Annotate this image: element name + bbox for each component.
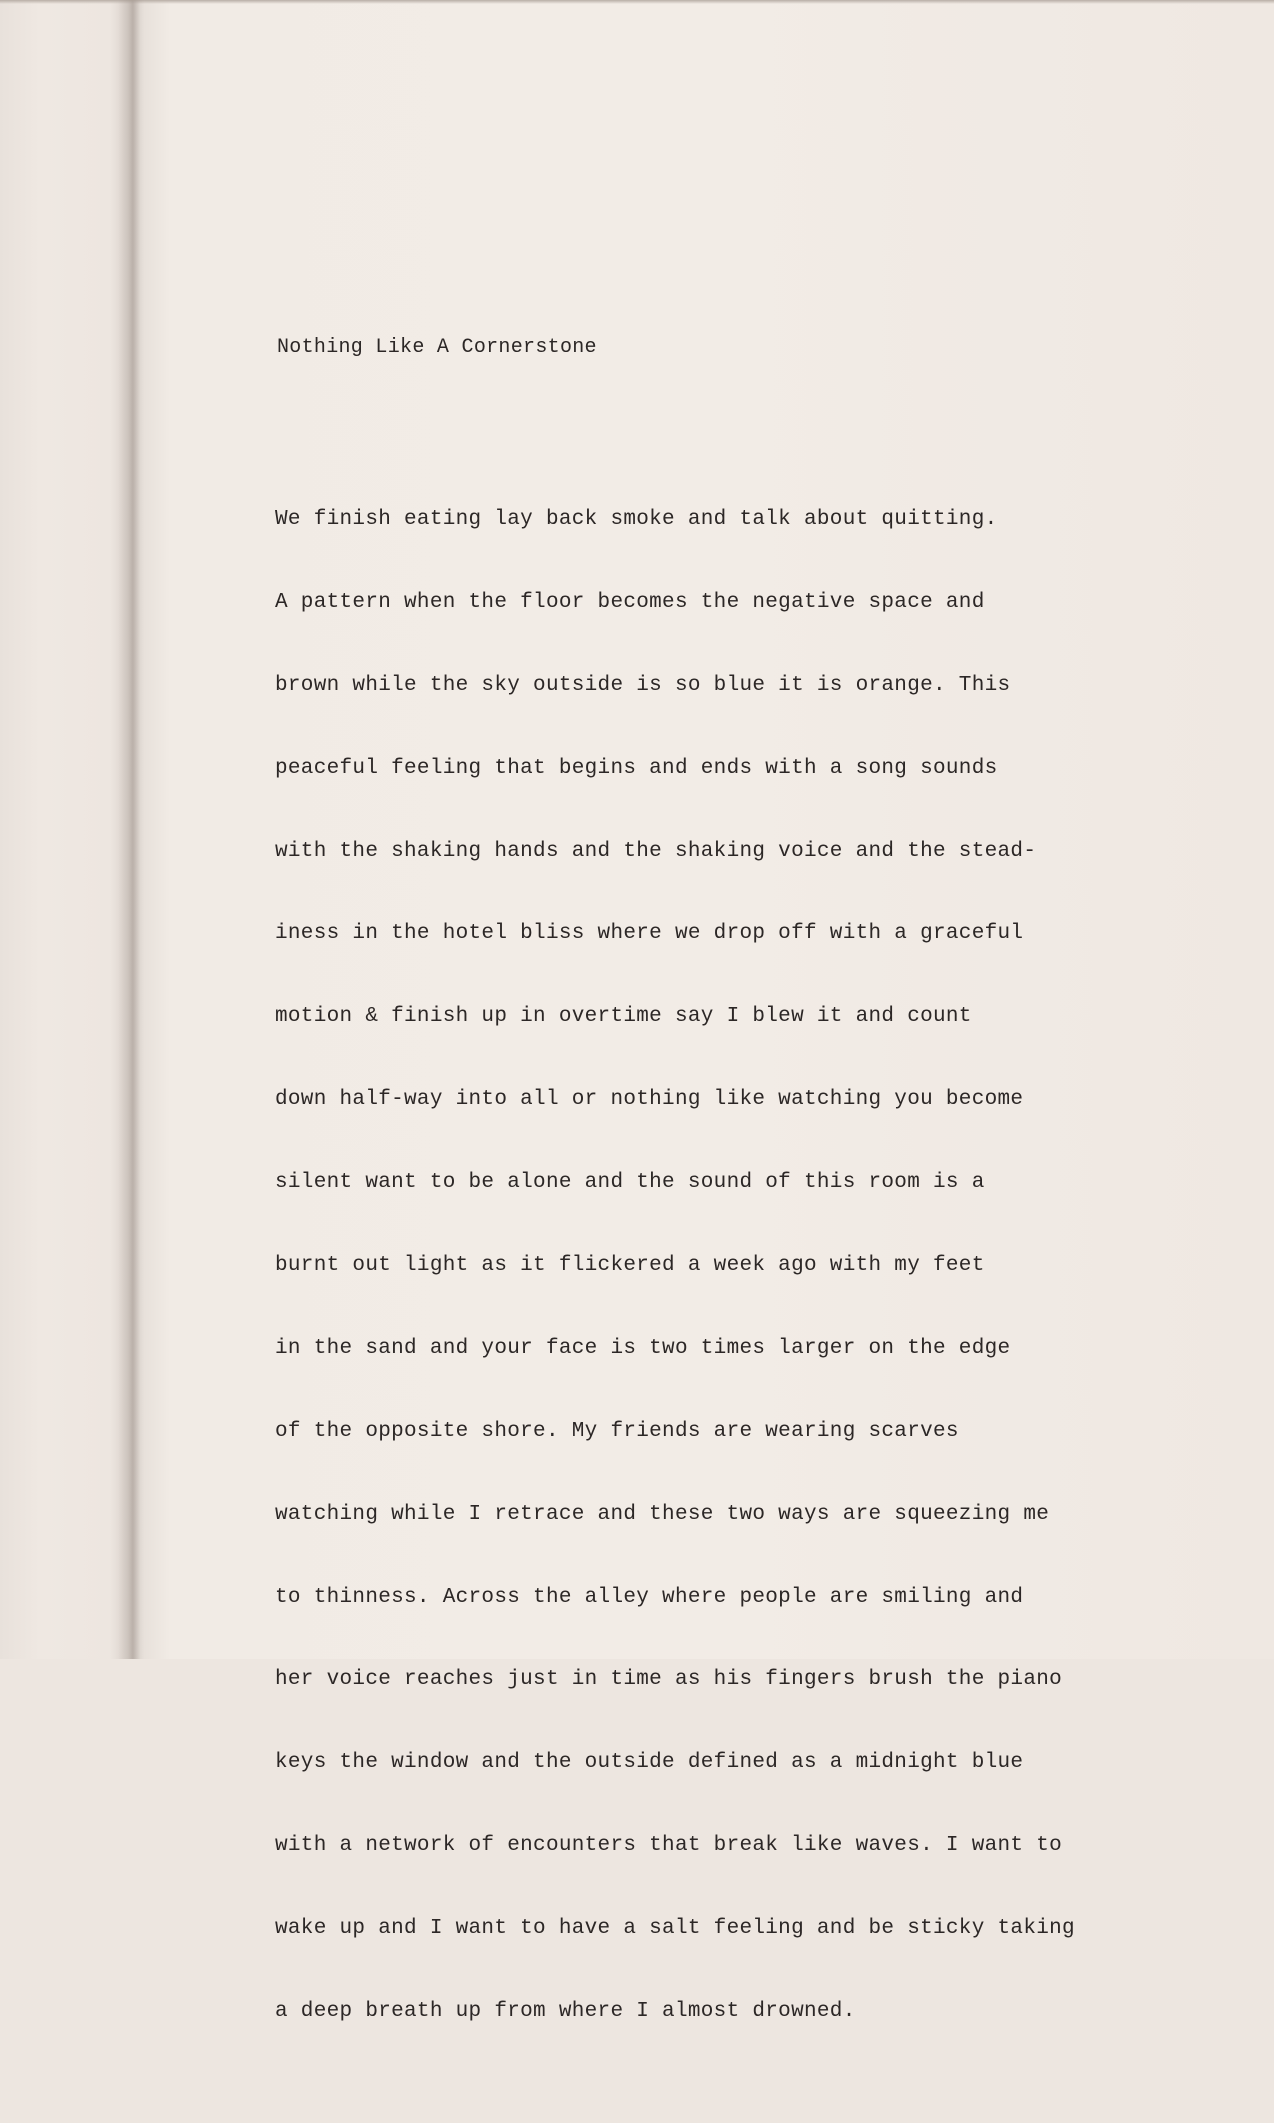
poem-line: We finish eating lay back smoke and talk about quitting. — [275, 508, 998, 531]
poem-line: A pattern when the floor becomes the negative space and — [275, 590, 985, 614]
poem-line: down half-way into all or nothing like watching you become — [275, 1088, 1024, 1112]
poem-line: of the opposite shore. My friends are wearing scarves — [275, 1419, 959, 1443]
poem-line: to thinness. Across the alley where people are smiling and — [275, 1585, 1024, 1609]
poem-line: a deep breath up from where I almost drowned. — [275, 2000, 856, 2024]
poem-line: with the shaking hands and the shaking voice and the stead- — [275, 839, 1037, 863]
poem-line: peaceful feeling that begins and ends with a song sounds — [275, 756, 998, 780]
poem-line: iness in the hotel bliss where we drop off with a graceful — [275, 922, 1024, 946]
poem-line: burnt out light as it flickered a week ago with my feet — [275, 1254, 985, 1278]
poem-body — [275, 456, 1075, 2077]
poem-line: wake up and I want to have a salt feeling and be sticky taking — [275, 1917, 1075, 1941]
poem-line: with a network of encounters that break like waves. I want to — [275, 1834, 1063, 1858]
poem-line: her voice reaches just in time as his fingers brush the piano — [275, 1668, 1063, 1692]
poem-line: silent want to be alone and the sound of this room is a — [275, 1171, 985, 1195]
poem-line: brown while the sky outside is so blue it is orange. This — [275, 673, 1011, 697]
typed-poem — [275, 288, 1075, 2123]
poem-title: Nothing Like A Cornerstone — [277, 336, 597, 359]
page-top-edge — [0, 0, 1274, 4]
book-gutter — [118, 0, 144, 1659]
poem-line: motion & finish up in overtime say I blew it and count — [275, 1005, 972, 1029]
poem-line: watching while I retrace and these two ways are squeezing me — [275, 1502, 1050, 1526]
poem-line: in the sand and your face is two times larger on the edge — [275, 1336, 1011, 1360]
poem-line: keys the window and the outside defined as a midnight blue — [275, 1751, 1024, 1775]
